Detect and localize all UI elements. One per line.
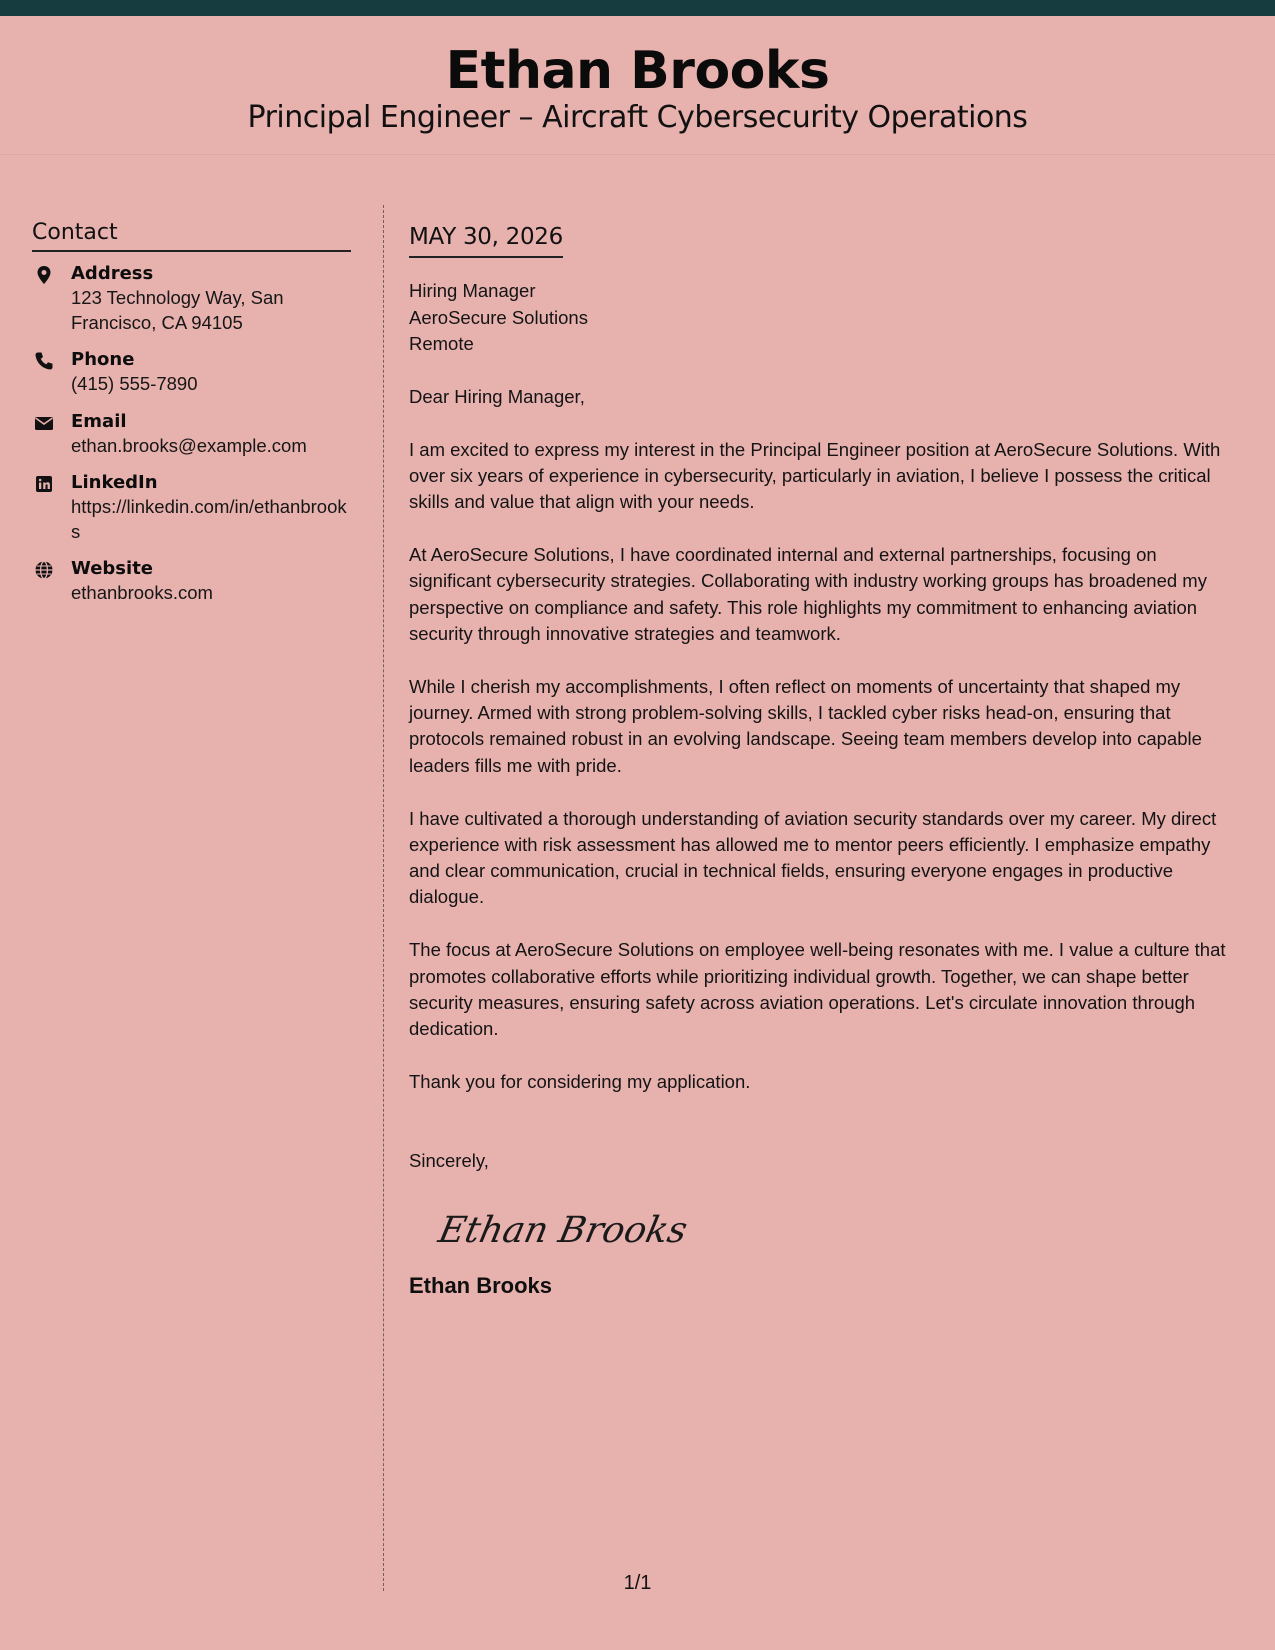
map-pin-icon	[34, 265, 54, 285]
paragraph: The focus at AeroSecure Solutions on employee well-being resonates with me. I value a culture that promotes collaborative efforts while prioritizing individual growth. Together, we can shape better security measures, ensuring safety across aviation operations. Let's circulate innovation through dedication.	[409, 939, 1226, 1040]
contact-address-label: Address	[71, 263, 154, 284]
contact-linkedin-label: LinkedIn	[71, 472, 158, 493]
recipient-location: Remote	[409, 333, 474, 354]
contact-phone	[32, 348, 351, 397]
page-header	[0, 16, 1275, 155]
paragraph: While I cherish my accomplishments, I often reflect on moments of uncertainty that shaped my journey. Armed with strong problem-solving skills, I tackled cyber risks head-on, ensuring that protocols remained robust in an evolving landscape. Seeing team members develop into capable leaders fills me with pride.	[409, 675, 1202, 776]
contact-phone-label: Phone	[71, 349, 135, 370]
linkedin-icon	[34, 474, 54, 494]
globe-icon	[34, 560, 54, 580]
signature	[433, 1204, 692, 1254]
recipient-title: Hiring Manager	[409, 280, 536, 301]
contact-linkedin-value[interactable]: https://linkedin.com/in/ethanbrooks	[71, 496, 347, 542]
contact-sidebar	[32, 218, 351, 619]
sign-off: Sincerely,	[409, 1149, 489, 1171]
closing-paragraph: Thank you for considering my application.	[409, 1070, 751, 1092]
applicant-role: Principal Engineer – Aircraft Cybersecurity Operations	[247, 100, 1028, 135]
contact-website-value[interactable]: ethanbrooks.com	[71, 582, 213, 603]
contact-email-label: Email	[71, 410, 127, 432]
contact-website-label: Website	[71, 558, 154, 579]
letter-date: MAY 30, 2026	[409, 221, 563, 258]
contact-linkedin	[32, 471, 351, 544]
column-divider	[383, 205, 384, 1591]
letter-body	[409, 218, 1241, 1300]
paragraph: I am excited to express my interest in the Principal Engineer position at AeroSecure Solutions. With over six years of experience in cybersecurity, particularly in aviation, I believe I possess the critical skills and value that align with your needs.	[409, 438, 1221, 513]
contact-address	[32, 262, 351, 335]
paragraph: I have cultivated a thorough understanding of aviation security standards over my career. My direct experience with risk assessment has allowed me to mentor peers efficiently. I emphasize empathy and clear communication, crucial in technical fields, ensuring everyone engages in productive dialogue.	[409, 807, 1217, 908]
signature-script: Ethan Brooks	[435, 1208, 692, 1251]
contact-phone-value[interactable]: (415) 555-7890	[71, 373, 198, 394]
recipient-block	[409, 278, 1241, 358]
contact-address-value: 123 Technology Way, San Francisco, CA 94105	[71, 287, 284, 333]
top-accent-bar	[0, 0, 1275, 16]
page-number: 1/1	[623, 1572, 652, 1594]
phone-icon	[34, 351, 54, 371]
envelope-icon	[34, 413, 54, 433]
contact-heading: Contact	[32, 218, 351, 252]
paragraph: At AeroSecure Solutions, I have coordinated internal and external partnerships, focusing on significant cybersecurity strategies. Collaborating with industry working groups has broadened my perspective on compliance and safety. This role highlights my commitment to enhancing aviation security through innovative strategies and teamwork.	[409, 544, 1207, 645]
printed-name: Ethan Brooks	[409, 1273, 553, 1299]
applicant-name: Ethan Brooks	[445, 41, 830, 101]
salutation: Dear Hiring Manager,	[409, 386, 585, 407]
contact-email	[32, 410, 351, 459]
spacer	[409, 1122, 1241, 1148]
recipient-company: AeroSecure Solutions	[409, 306, 588, 328]
contact-email-value[interactable]: ethan.brooks@example.com	[71, 434, 307, 456]
contact-website	[32, 557, 351, 606]
